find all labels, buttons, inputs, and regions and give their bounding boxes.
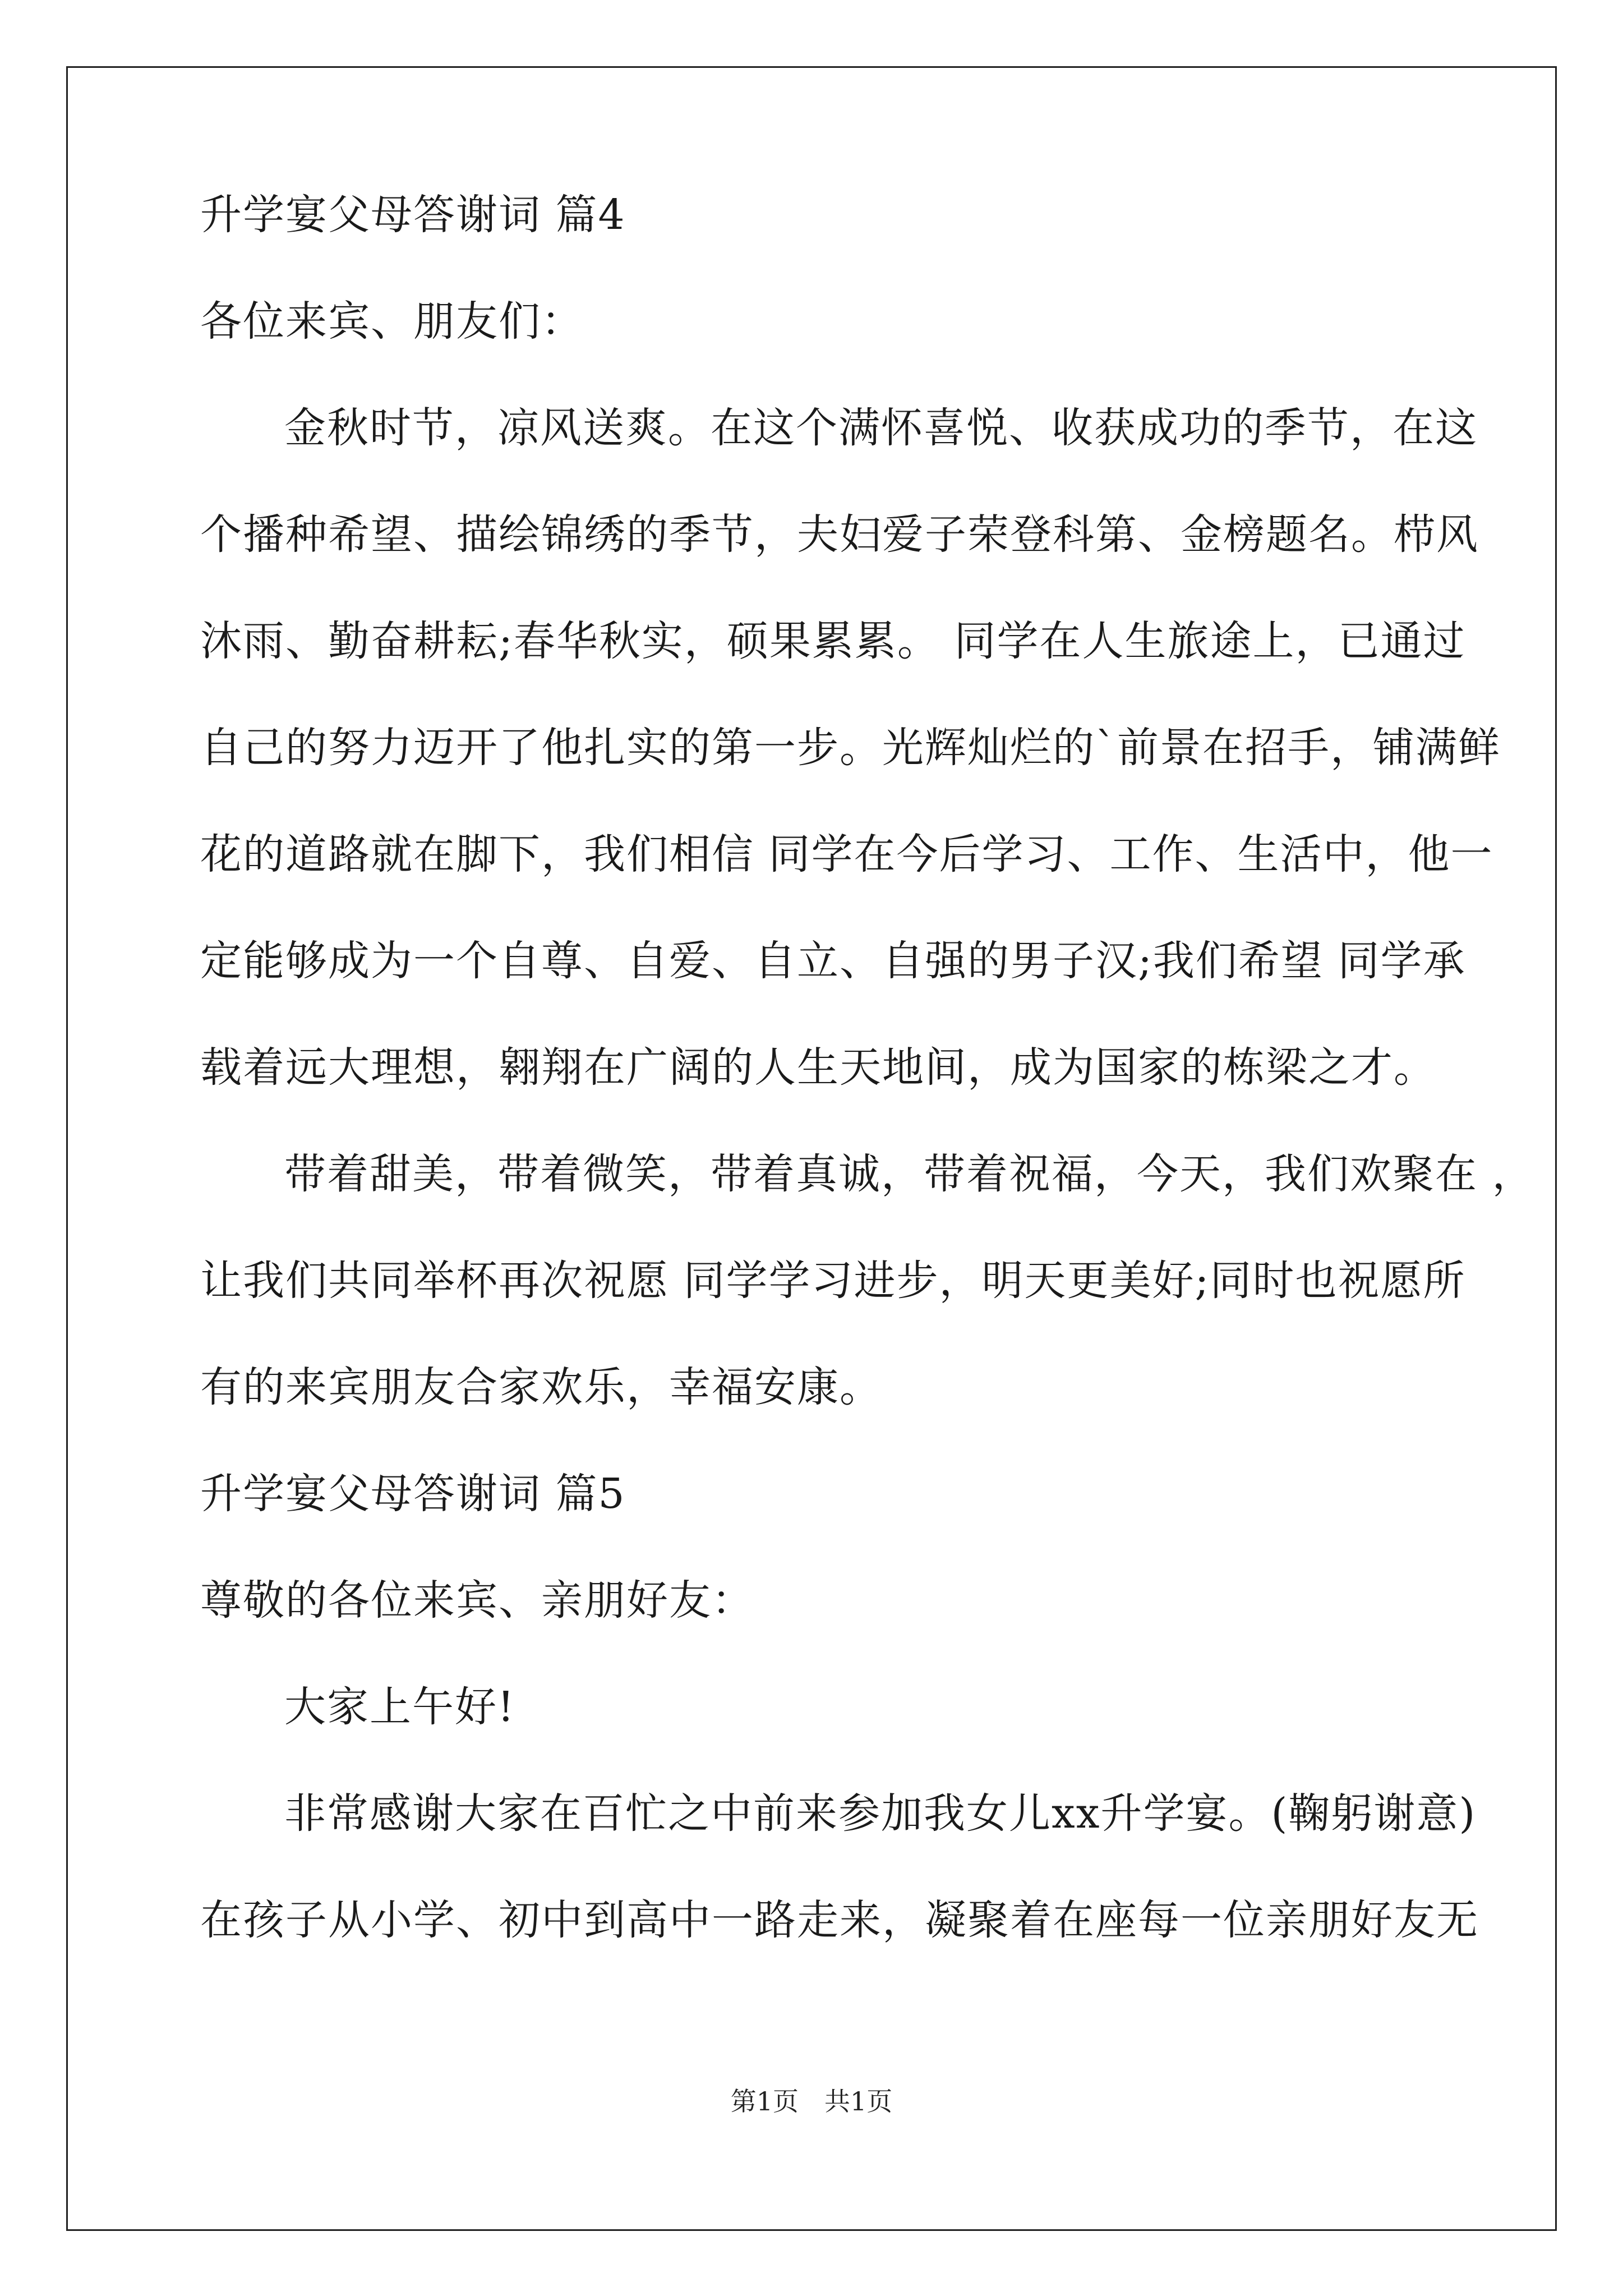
paragraph-line: 载着远大理想，翱翔在广阔的人生天地间，成为国家的栋梁之才。 — [200, 1043, 1436, 1092]
greeting-line: 大家上午好! — [284, 1683, 515, 1731]
paragraph-line: 沐雨、勤奋耕耘;春华秋实，硕果累累。 同学在人生旅途上，已通过 — [200, 617, 1466, 665]
paragraph-line: 定能够成为一个自尊、自爱、自立、自强的男子汉;我们希望 同学承 — [200, 937, 1466, 985]
paragraph-line: 非常感谢大家在百忙之中前来参加我女儿xx升学宴。(鞠躬谢意) — [284, 1789, 1477, 1838]
paragraph-line: 花的道路就在脚下，我们相信 同学在今后学习、工作、生活中，他一 — [200, 830, 1493, 878]
paragraph-line: 有的来宾朋友合家欢乐，幸福安康。 — [200, 1363, 882, 1411]
salutation: 各位来宾、朋友们： — [200, 297, 584, 346]
paragraph-line: 带着甜美，带着微笑，带着真诚，带着祝福，今天，我们欢聚在 ， — [284, 1150, 1535, 1198]
paragraph-line: 个播种希望、描绘锦绣的季节，夫妇爱子荣登科第、金榜题名。栉风 — [200, 510, 1479, 559]
salutation: 尊敬的各位来宾、亲朋好友： — [200, 1576, 754, 1625]
paragraph-line: 自己的努力迈开了他扎实的第一步。光辉灿烂的`前景在招手，铺满鲜 — [200, 724, 1501, 772]
paragraph-line: 在孩子从小学、初中到高中一路走来，凝聚着在座每一位亲朋好友无 — [200, 1896, 1479, 1944]
page-footer: 第1页 共1页 — [730, 2086, 893, 2116]
section-heading-4: 升学宴父母答谢词 篇4 — [200, 191, 626, 239]
section-heading-5: 升学宴父母答谢词 篇5 — [200, 1470, 626, 1518]
paragraph-line: 让我们共同举杯再次祝愿 同学学习进步，明天更美好;同时也祝愿所 — [200, 1257, 1466, 1305]
paragraph-line: 金秋时节，凉风送爽。在这个满怀喜悦、收获成功的季节，在这 — [284, 404, 1478, 452]
